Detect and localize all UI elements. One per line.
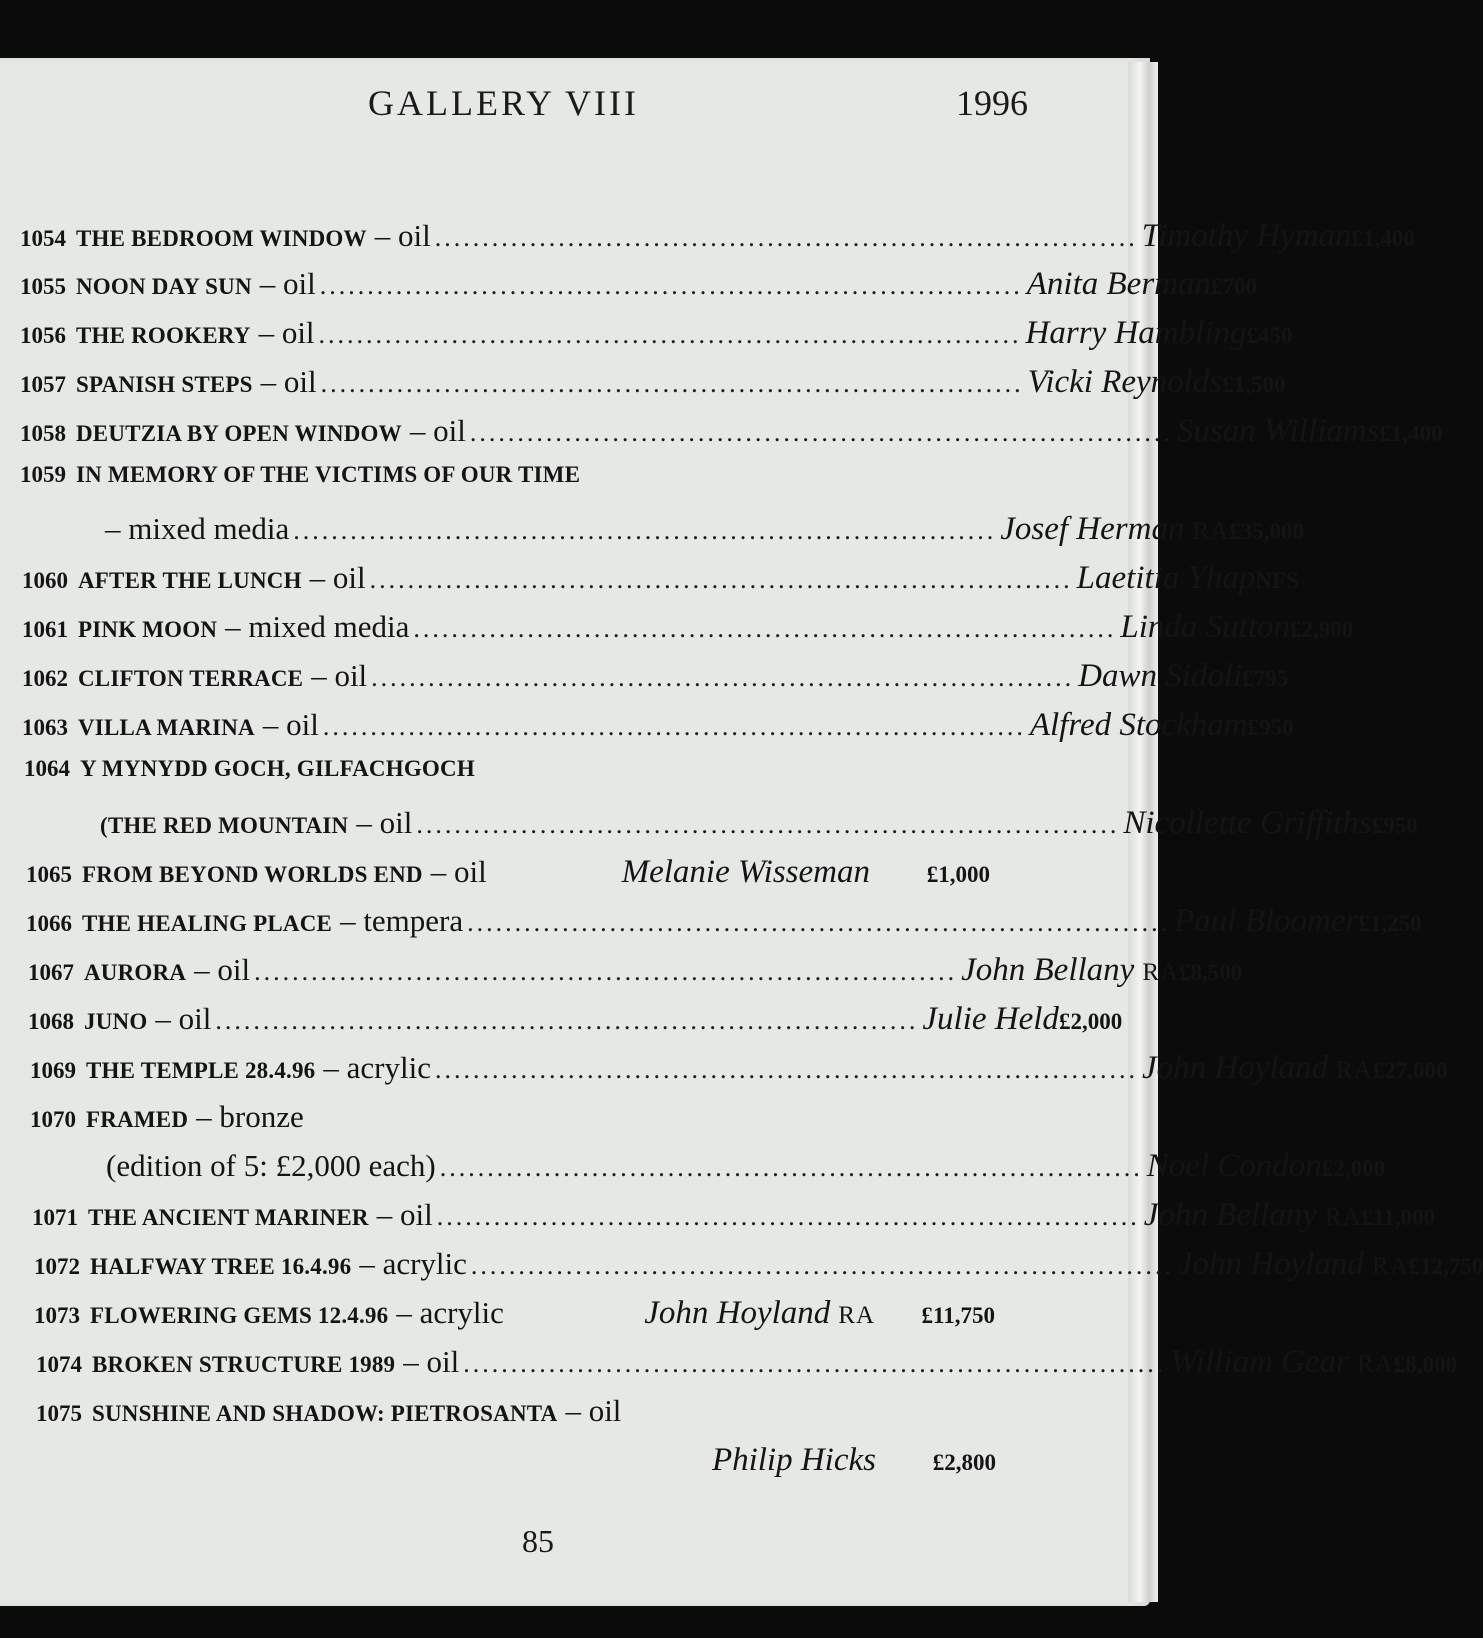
- entry-price: £950: [1371, 813, 1418, 838]
- dot-leader: ..........................................................................: [320, 369, 1024, 398]
- entry-title: DEUTZIA BY OPEN WINDOW: [76, 421, 402, 446]
- entry-price: £1,400: [1379, 421, 1443, 446]
- entry-price: £950: [1247, 715, 1294, 740]
- entry-price: £12,750: [1408, 1254, 1483, 1279]
- entry-number: 1068: [28, 1009, 74, 1034]
- entry-artist: Paul Bloomer: [1174, 903, 1359, 939]
- entry-title: THE ANCIENT MARINER: [88, 1205, 369, 1230]
- entry-row-continuation: [100, 805, 1418, 851]
- entry-price: £795: [1242, 666, 1289, 691]
- entry-price: £700: [1211, 274, 1257, 299]
- entry-price: £11,000: [1361, 1205, 1436, 1230]
- entry-row: [22, 609, 1354, 655]
- entry-price: £1,400: [1351, 226, 1415, 251]
- entry-artist: Josef Herman: [1000, 511, 1185, 547]
- entry-price: £1,500: [1222, 372, 1286, 397]
- entry-artist: John Bellany: [1143, 1197, 1317, 1233]
- entry-ra: RA: [1336, 1057, 1373, 1084]
- entry-row: [32, 1197, 1436, 1243]
- entry-medium: – oil: [258, 315, 315, 350]
- dot-leader: ..........................................................................: [470, 1251, 1174, 1280]
- entry-number: 1062: [22, 666, 68, 691]
- entry-title-continuation: (THE RED MOUNTAIN: [100, 813, 349, 838]
- entry-medium: – oil: [565, 1393, 622, 1428]
- entry-artist: John Hoyland: [644, 1295, 831, 1331]
- dot-leader: ..........................................................................: [371, 663, 1075, 692]
- entry-artist: Vicki Reynolds: [1027, 364, 1223, 400]
- entry-medium: – acrylic: [359, 1246, 467, 1281]
- dot-leader: ..........................................................................: [293, 516, 997, 545]
- dot-leader: ..........................................................................: [469, 418, 1173, 447]
- entry-artist: John Hoyland: [1177, 1246, 1364, 1282]
- entry-title: THE HEALING PLACE: [82, 911, 333, 936]
- entry-row: [34, 1246, 1483, 1292]
- entry-row: [28, 1001, 1123, 1047]
- entry-number: 1057: [20, 372, 66, 397]
- entry-medium: – oil: [309, 560, 366, 595]
- entry-artist: Susan Williams: [1176, 413, 1380, 449]
- entry-number: 1073: [34, 1303, 80, 1328]
- dot-leader: ..........................................................................: [254, 957, 958, 986]
- entry-ra: RA: [1324, 1204, 1362, 1231]
- entry-title: THE BEDROOM WINDOW: [76, 226, 367, 251]
- dot-leader: ..........................................................................: [439, 1153, 1143, 1182]
- entry-title: FLOWERING GEMS 12.4.96: [90, 1303, 389, 1328]
- entry-medium: – oil: [262, 707, 319, 742]
- entry-price: £1,000: [926, 862, 990, 887]
- entry-title: SPANISH STEPS: [76, 372, 253, 397]
- entry-number: 1066: [26, 911, 72, 936]
- entry-ra: RA: [1371, 1253, 1409, 1280]
- entry-number: 1074: [36, 1352, 82, 1377]
- entry-medium: – oil: [403, 1344, 460, 1379]
- entry-row: [20, 413, 1443, 459]
- entry-medium: – oil: [374, 218, 431, 253]
- entry-row: [20, 218, 1415, 264]
- entry-medium: – bronze: [196, 1099, 304, 1134]
- entry-medium: – oil: [356, 805, 413, 840]
- entry-row: [26, 854, 990, 900]
- dot-leader: ..........................................................................: [369, 565, 1073, 594]
- entry-price: £2,800: [932, 1450, 996, 1475]
- entry-row-continuation: [600, 1442, 996, 1488]
- entry-row: [24, 756, 989, 802]
- entry-title: THE ROOKERY: [76, 323, 251, 348]
- entry-title: THE TEMPLE 28.4.96: [86, 1058, 316, 1083]
- entry-medium: – oil: [259, 266, 316, 301]
- entry-medium: – oil: [409, 413, 466, 448]
- entry-row: [22, 658, 1289, 704]
- entry-medium: – oil: [430, 854, 487, 889]
- entry-number: 1070: [30, 1107, 76, 1132]
- entry-artist: Linda Sutton: [1120, 609, 1290, 645]
- entry-number: 1060: [22, 568, 68, 593]
- entry-artist: Anita Berman: [1026, 266, 1211, 302]
- entry-row: [20, 315, 1293, 361]
- entry-artist: Melanie Wisseman: [621, 854, 870, 890]
- entry-artist: Alfred Stockham: [1029, 707, 1248, 743]
- entry-medium: – mixed media: [105, 511, 290, 546]
- entry-row: [30, 1050, 1448, 1096]
- entry-medium: – oil: [376, 1197, 433, 1232]
- entry-title: SUNSHINE AND SHADOW: PIETROSANTA: [92, 1401, 558, 1426]
- dot-leader: ..........................................................................: [416, 810, 1120, 839]
- entry-artist: Laetitia Yhap: [1076, 560, 1256, 596]
- entry-artist: Harry Hambling: [1025, 315, 1247, 351]
- entry-row: [36, 1393, 996, 1439]
- dot-leader: ..........................................................................: [318, 320, 1022, 349]
- entry-row-continuation: [106, 1148, 1386, 1194]
- entry-price: £450: [1246, 323, 1293, 348]
- entry-price: £27,000: [1372, 1058, 1448, 1083]
- entry-row: [34, 1295, 995, 1341]
- entry-artist: Noel Condon: [1146, 1148, 1322, 1184]
- entry-price: NFS: [1255, 568, 1299, 593]
- entry-medium: – tempera: [340, 903, 464, 938]
- page-number: 85: [522, 1523, 554, 1559]
- entry-row: [22, 707, 1294, 753]
- entry-number: 1067: [28, 960, 74, 985]
- entry-artist: William Gear: [1170, 1344, 1349, 1380]
- entry-number: 1072: [34, 1254, 80, 1279]
- entry-edition-note: (edition of 5: £2,000 each): [106, 1148, 436, 1183]
- entry-artist: John Hoyland: [1141, 1050, 1329, 1086]
- entry-title: FROM BEYOND WORLDS END: [82, 862, 423, 887]
- entry-title: Y MYNYDD GOCH, GILFACHGOCH: [80, 756, 475, 781]
- entry-row: [20, 364, 1286, 410]
- entry-title: NOON DAY SUN: [76, 274, 252, 299]
- entry-artist: Philip Hicks: [711, 1442, 876, 1478]
- entry-price: £8,500: [1179, 960, 1243, 985]
- entry-number: 1055: [20, 274, 66, 299]
- entry-row: [20, 462, 985, 508]
- entry-title: PINK MOON: [78, 617, 218, 642]
- dot-leader: ..........................................................................: [463, 1349, 1167, 1378]
- dot-leader: ..........................................................................: [467, 908, 1171, 937]
- entry-number: 1071: [32, 1205, 78, 1230]
- entry-medium: – oil: [194, 952, 251, 987]
- entry-row: [30, 1099, 993, 1145]
- entry-title: BROKEN STRUCTURE 1989: [92, 1352, 396, 1377]
- entry-price: £11,750: [921, 1303, 995, 1328]
- entry-medium: – acrylic: [323, 1050, 431, 1085]
- entry-artist: Julie Held: [922, 1001, 1059, 1037]
- entry-artist: Dawn Sidoli: [1078, 658, 1243, 694]
- entry-number: 1063: [22, 715, 68, 740]
- dot-leader: ..........................................................................: [413, 614, 1117, 643]
- entry-price: £35,000: [1229, 519, 1304, 544]
- entry-number: 1061: [22, 617, 68, 642]
- entry-ra: RA: [1356, 1351, 1394, 1378]
- gallery-title: GALLERY VIII: [368, 83, 639, 123]
- entry-row: [36, 1344, 1457, 1390]
- entry-medium: – oil: [311, 658, 368, 693]
- dot-leader: ..........................................................................: [434, 223, 1138, 252]
- dot-leader: ..........................................................................: [215, 1006, 919, 1035]
- entry-title: VILLA MARINA: [78, 715, 255, 740]
- entry-price: £2,000: [1321, 1156, 1386, 1181]
- entry-artist: John Bellany: [961, 952, 1135, 988]
- entry-ra: RA: [1192, 518, 1230, 545]
- entry-medium: – acrylic: [396, 1295, 504, 1330]
- entry-row-continuation: [105, 511, 1304, 557]
- entry-price: £2,000: [1058, 1009, 1123, 1034]
- entry-title: AURORA: [84, 960, 187, 985]
- entry-number: 1054: [20, 226, 66, 251]
- entry-number: 1056: [20, 323, 66, 348]
- entry-ra: RA: [838, 1302, 875, 1329]
- entry-number: 1064: [24, 756, 70, 781]
- entry-artist: Nicollette Griffiths: [1123, 805, 1372, 841]
- entry-row: [20, 266, 1257, 312]
- entry-row: [28, 952, 1243, 998]
- entry-row: [26, 903, 1422, 949]
- entry-medium: – oil: [155, 1001, 212, 1036]
- dot-leader: ..........................................................................: [434, 1055, 1138, 1084]
- entry-title: JUNO: [84, 1009, 148, 1034]
- entry-medium: – oil: [260, 364, 317, 399]
- catalogue-year: 1996: [956, 83, 1028, 123]
- entry-medium: – mixed media: [225, 609, 410, 644]
- dot-leader: ..........................................................................: [322, 712, 1026, 741]
- entry-number: 1059: [20, 462, 66, 487]
- dot-leader: ..........................................................................: [436, 1202, 1140, 1231]
- entry-price: £1,250: [1358, 911, 1422, 936]
- entry-title: FRAMED: [86, 1107, 189, 1132]
- entry-title: AFTER THE LUNCH: [78, 568, 302, 593]
- entry-price: £8,000: [1393, 1352, 1457, 1377]
- entry-number: 1075: [36, 1401, 82, 1426]
- entry-artist: Timothy Hyman: [1141, 218, 1352, 254]
- entry-number: 1065: [26, 862, 72, 887]
- entry-number: 1058: [20, 421, 66, 446]
- entry-number: 1069: [30, 1058, 76, 1083]
- page-header: [0, 82, 1150, 132]
- entry-row: [22, 560, 1299, 606]
- entry-title: IN MEMORY OF THE VICTIMS OF OUR TIME: [76, 462, 581, 487]
- dot-leader: ..........................................................................: [319, 271, 1023, 300]
- entry-title: HALFWAY TREE 16.4.96: [90, 1254, 352, 1279]
- entry-title: CLIFTON TERRACE: [78, 666, 304, 691]
- entry-price: £2,900: [1290, 617, 1354, 642]
- entry-ra: RA: [1142, 959, 1180, 986]
